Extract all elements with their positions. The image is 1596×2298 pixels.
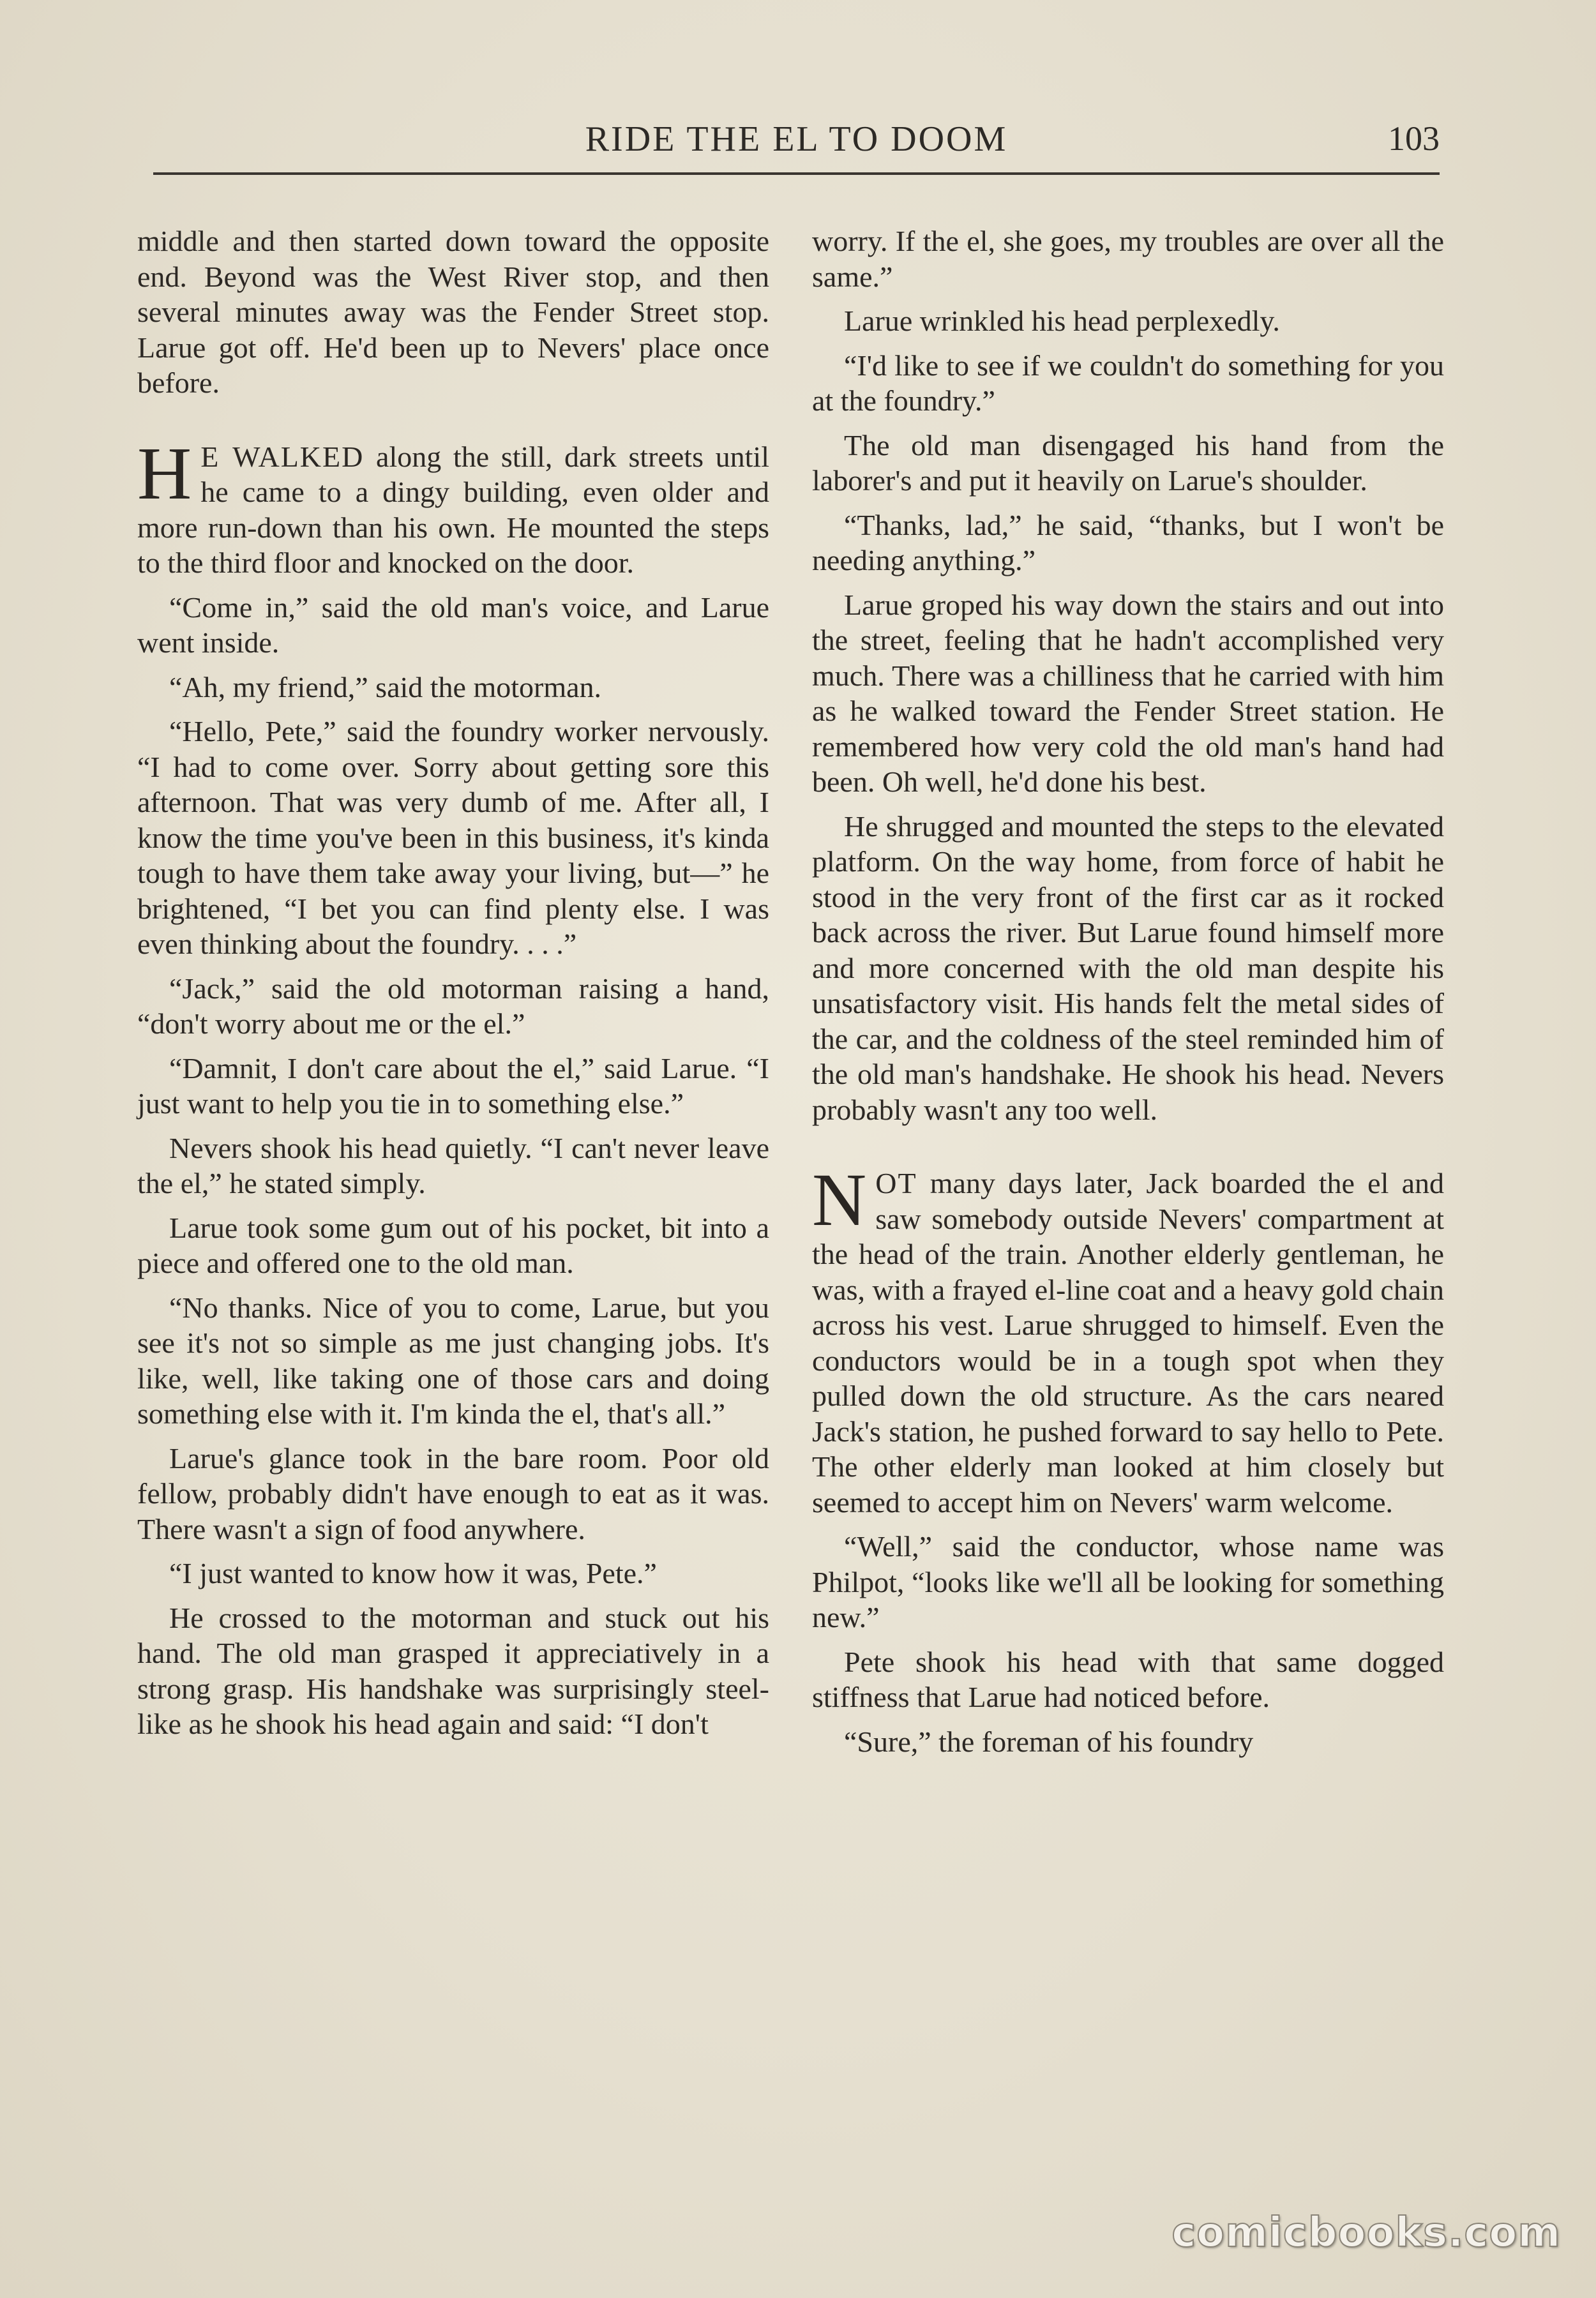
left-column [137, 223, 769, 1751]
paragraph: “I just wanted to know how it was, Pete.” [169, 1557, 657, 1589]
paragraph: “Come in,” said the old man's voice, and Larue went inside. [137, 590, 769, 659]
site-watermark: comicbooks.com [1171, 2209, 1561, 2257]
paragraph: “Jack,” said the old motorman raising a hand, “don't worry about me or the el.” [137, 972, 769, 1040]
section-opening-paragraph [812, 1158, 1444, 1520]
running-title: RIDE THE EL TO DOOM [585, 119, 1008, 159]
lead-in-caps: E WALKED [200, 440, 365, 473]
paragraph: Nevers shook his head quietly. “I can't never leave the el,” he stated simply. [137, 1131, 769, 1199]
section-opening-paragraph [137, 431, 769, 581]
paragraph: “Ah, my friend,” said the motorman. [169, 670, 602, 703]
paragraph: Pete shook his head with that same dogged stiffness that Larue had noticed before. [812, 1645, 1444, 1713]
right-column [812, 223, 1444, 1768]
paragraph: “I'd like to see if we couldn't do something for you at the foundry.” [812, 349, 1444, 417]
paragraph: “Sure,” the foreman of his foundry [844, 1725, 1254, 1758]
paragraph: He shrugged and mounted the steps to the elevated platform. On the way home, from force of habit he stood in the very front of the first car as it rocked back across the river. But Larue found himself more and more concerned with the old man despite his unsatisfactory visit. His hands felt the metal sides of the car, and the coldness of the steel reminded him of the old man's handshake. He shook his head. Nevers probably wasn't any too well. [812, 809, 1444, 1126]
paragraph: “Well,” said the conductor, whose name was Philpot, “looks like we'll all be looking for something new.” [812, 1530, 1444, 1633]
lead-in-caps: OT [875, 1167, 917, 1199]
drop-cap: H [137, 431, 192, 515]
paragraph: “Thanks, lad,” he said, “thanks, but I won't be needing anything.” [812, 508, 1444, 576]
paragraph: “Hello, Pete,” said the foundry worker nervously. “I had to come over. Sorry about getting sore this afternoon. That was very dumb of me. After all, I know the time you've been in this business, it's kinda tough to have them take away your living, but—” he brightened, “I bet you can find plenty else. I was even thinking about the foundry. . . .” [137, 715, 769, 960]
header-rule [153, 172, 1440, 175]
paragraph: worry. If the el, she goes, my troubles are over all the same.” [812, 225, 1444, 293]
paragraph: Larue took some gum out of his pocket, bit into a piece and offered one to the old man. [137, 1211, 769, 1279]
paragraph-text: along the still, dark streets until he came to a dingy building, even older and more run-down than his own. He mounted the steps to the third floor and knocked on the door. [137, 440, 769, 579]
paragraph: The old man disengaged his hand from the laborer's and put it heavily on Larue's shoulder. [812, 428, 1444, 497]
paragraph: Larue wrinkled his head perplexedly. [844, 304, 1280, 337]
running-header [153, 115, 1440, 166]
paragraph: middle and then started down toward the opposite end. Beyond was the West River stop, and then several minutes away was the Fender Street stop. Larue got off. He'd been up to Nevers' place once before. [137, 225, 769, 399]
paragraph: He crossed to the motorman and stuck out his hand. The old man grasped it appreciatively in a strong grasp. His handshake was surprisingly steel-like as he shook his head again and said: “I don't [137, 1601, 769, 1740]
paragraph: “Damnit, I don't care about the el,” said Larue. “I just want to help you tie in to something else.” [137, 1051, 769, 1120]
paragraph-text: many days later, Jack boarded the el and saw somebody outside Nevers' compartment at the head of the train. Another elderly gentleman, he was, with a frayed el-line coat and a heavy gold chain across his vest. Larue shrugged to himself. Even the conductors would be in a tough spot when they pulled down the old structure. As the cars neared Jack's station, he pushed forward to say hello to Pete. The other elderly man looked at him closely but seemed to accept him on Nevers' warm welcome. [812, 1167, 1444, 1519]
paragraph: “No thanks. Nice of you to come, Larue, but you see it's not so simple as me just changing jobs. It's like, well, like taking one of those cars and doing something else with it. I'm kinda the el, that's all.” [137, 1291, 769, 1430]
drop-cap: N [812, 1158, 867, 1242]
page-number: 103 [1388, 119, 1440, 158]
paragraph: Larue groped his way down the stairs and out into the street, feeling that he hadn't accomplished very much. There was a chilliness that he carried with him as he walked toward the Fender Street station. He remembered how very cold the old man's hand had been. Oh well, he'd done his best. [812, 588, 1444, 798]
paragraph: Larue's glance took in the bare room. Poor old fellow, probably didn't have enough to eat as it was. There wasn't a sign of food anywhere. [137, 1441, 769, 1545]
